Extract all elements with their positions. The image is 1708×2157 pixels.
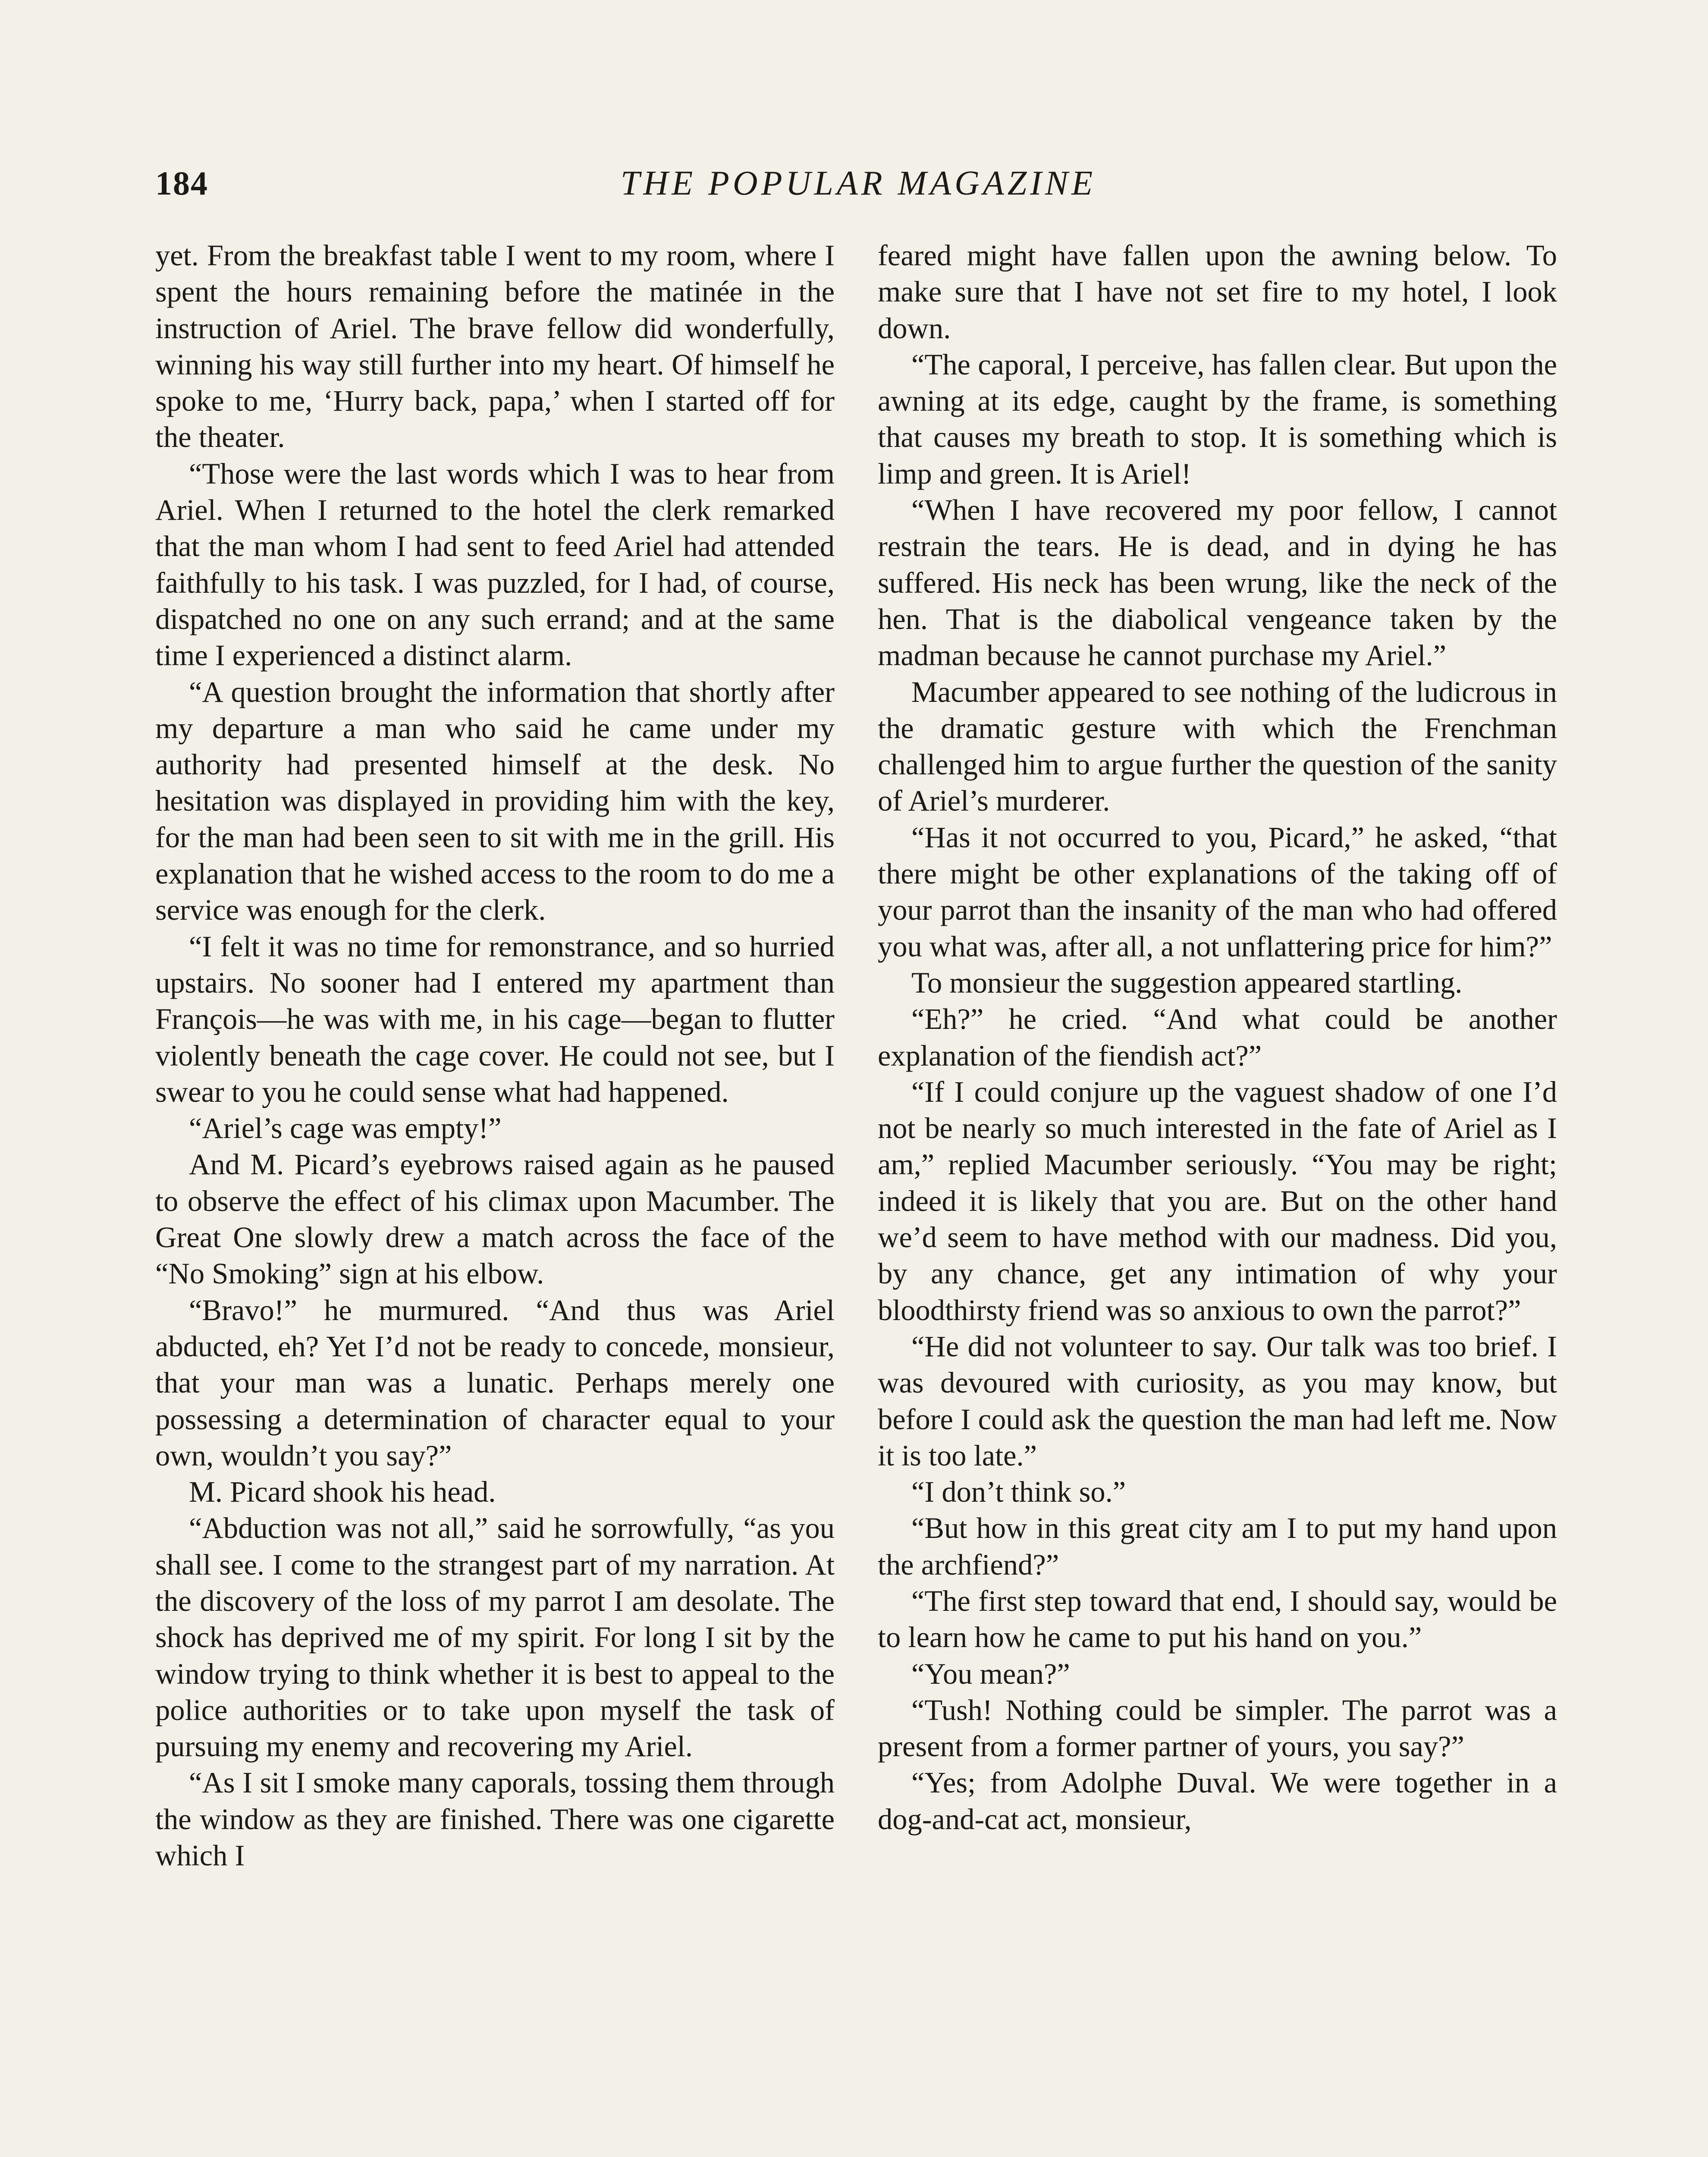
paragraph: “I felt it was no time for remonstrance, and so hurried upstairs. No sooner had I entered my apartment than François—he was with me, in his cage—began to flutter violently beneath the cage cover. He could not see, but I swear to you he could sense what had happened. <box>155 930 835 1108</box>
paragraph: “You mean?” <box>911 1657 1070 1690</box>
paragraph: “But how in this great city am I to put my hand upon the archfiend?” <box>878 1512 1557 1581</box>
paragraph: “When I have recovered my poor fellow, I cannot restrain the tears. He is dead, and in dying he has suffered. His neck has been wrung, like the neck of the hen. That is the diabolical vengeance taken by the madman because he cannot purchase my Ariel.” <box>878 494 1557 672</box>
paragraph: “If I could conjure up the vaguest shadow of one I’d not be nearly so much interested in the fate of Ariel as I am,” replied Macumber seriously. “You may be right; indeed it is likely that you are. But on the other hand we’d seem to have method with our madness. Did you, by any chance, get any intimation of why your bloodthirsty friend was so anxious to own the parrot?” <box>878 1075 1557 1327</box>
paragraph: “As I sit I smoke many caporals, tossing them through the window as they are finished. There was one cigarette which I <box>155 1766 835 1872</box>
paragraph: “Ariel’s cage was empty!” <box>189 1112 502 1145</box>
paragraph: M. Picard shook his head. <box>189 1475 496 1509</box>
page-number: 184 <box>155 164 208 202</box>
paragraph: “Bravo!” he murmured. “And thus was Ariel abducted, eh? Yet I’d not be ready to concede, monsieur, that your man was a lunatic. Perhaps merely one possessing a determination of character equal to your own, wouldn’t you say?” <box>155 1293 835 1472</box>
paragraph: “The caporal, I perceive, has fallen clear. But upon the awning at its edge, caught by the frame, is something that causes my breath to stop. It is something which is limp and green. It is Ariel! <box>878 348 1557 490</box>
paragraph: yet. From the breakfast table I went to my room, where I spent the hours remaining before the matinée in the instruction of Ariel. The brave fellow did wonderfully, winning his way still further into my heart. Of himself he spoke to me, ‘Hurry back, papa,’ when I started off for the theater. <box>155 239 835 454</box>
text-column-right <box>878 237 1557 1837</box>
paragraph: “A question brought the information that shortly after my departure a man who said he came under my authority had presented himself at the desk. No hesitation was displayed in providing him with the key, for the man had been seen to sit with me in the grill. His explanation that he wished access to the room to do me a service was enough for the clerk. <box>155 675 835 927</box>
page-header <box>155 164 1561 216</box>
paragraph: “Tush! Nothing could be simpler. The parrot was a present from a former partner of yours, you say?” <box>878 1693 1557 1763</box>
paragraph: “The first step toward that end, I should say, would be to learn how he came to put his hand on you.” <box>878 1584 1557 1654</box>
running-title: THE POPULAR MAGAZINE <box>620 164 1096 202</box>
paragraph: “Eh?” he cried. “And what could be another explanation of the fiendish act?” <box>878 1003 1557 1072</box>
paragraph: “I don’t think so.” <box>911 1475 1126 1509</box>
paragraph: “Has it not occurred to you, Picard,” he asked, “that there might be other explanations of the taking off of your parrot than the insanity of the man who had offered you what was, after all, a not unflattering price for him?” <box>878 821 1557 963</box>
paragraph: “Those were the last words which I was to hear from Ariel. When I returned to the hotel the clerk remarked that the man whom I had sent to feed Ariel had attended faithfully to his task. I was puzzled, for I had, of course, dispatched no one on any such errand; and at the same time I experienced a distinct alarm. <box>155 457 835 672</box>
paragraph: feared might have fallen upon the awning below. To make sure that I have not set fire to my hotel, I look down. <box>878 239 1557 345</box>
text-column-left <box>155 237 835 1874</box>
paragraph: Macumber appeared to see nothing of the ludicrous in the dramatic gesture with which the Frenchman challenged him to argue further the question of the sanity of Ariel’s murderer. <box>878 675 1557 818</box>
paragraph: “Yes; from Adolphe Duval. We were together in a dog-and-cat act, monsieur, <box>878 1766 1557 1836</box>
paragraph: To monsieur the suggestion appeared startling. <box>911 966 1463 999</box>
paragraph: “He did not volunteer to say. Our talk was too brief. I was devoured with curiosity, as you may know, but before I could ask the question the man had left me. Now it is too late.” <box>878 1330 1557 1472</box>
paragraph: “Abduction was not all,” said he sorrowfully, “as you shall see. I come to the strangest part of my narration. At the discovery of the loss of my parrot I am desolate. The shock has deprived me of my spirit. For long I sit by the window trying to think whether it is best to appeal to the police authorities or to take upon myself the task of pursuing my enemy and recovering my Ariel. <box>155 1512 835 1763</box>
paragraph: And M. Picard’s eyebrows raised again as he paused to observe the effect of his climax upon Macumber. The Great One slowly drew a match across the face of the “No Smoking” sign at his elbow. <box>155 1148 835 1290</box>
